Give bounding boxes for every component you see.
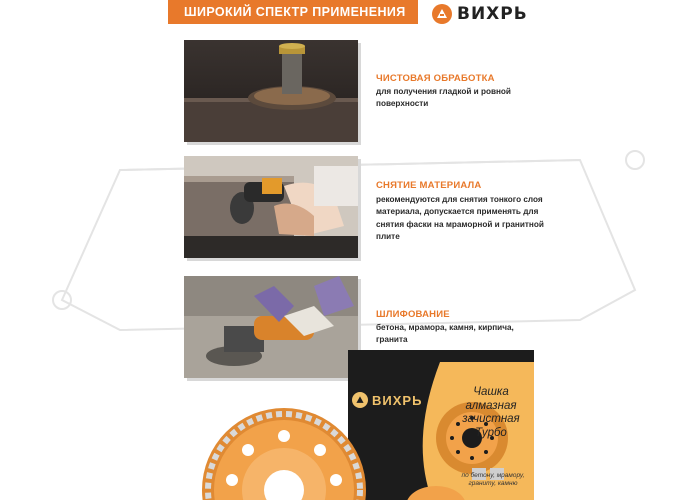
photo-material-removal <box>184 156 358 258</box>
feature-desc-removal: рекомендуются для снятия тонкого слоя материала, допускается применять для снятия фаски на мраморной и гранитной плите <box>376 195 544 242</box>
box-brand-logo <box>352 392 422 408</box>
box-brand-mark-icon <box>352 392 368 408</box>
product-name: Чашка алмазная зачистная Турбо <box>462 386 520 439</box>
photo-grinding <box>184 276 358 378</box>
feature-title-removal: СНЯТИЕ МАТЕРИАЛА <box>376 180 482 191</box>
header-title: ШИРОКИЙ СПЕКТР ПРИМЕНЕНИЯ <box>184 5 406 19</box>
product-usage-text: по бетону, мрамору, граниту, камню <box>461 472 525 487</box>
angle-grinder-on-granite-photo <box>184 156 358 258</box>
feature-desc-grinding: бетона, мрамора, камня, кирпича, гранита <box>376 323 514 345</box>
feature-title-grinding: ШЛИФОВАНИЕ <box>376 309 450 320</box>
box-brand-name: ВИХРЬ <box>372 392 423 408</box>
brand-name: ВИХРЬ <box>457 4 528 24</box>
feature-title-finishing: ЧИСТОВАЯ ОБРАБОТКА <box>376 73 495 84</box>
photo-finishing <box>184 40 358 142</box>
brand-logo <box>432 3 528 25</box>
brand-mark-icon <box>432 4 452 24</box>
feature-desc-finishing: для получения гладкой и ровной поверхности <box>376 87 511 109</box>
cup-wheel-on-stone-photo <box>184 40 358 142</box>
grinding-concrete-photo <box>184 276 358 378</box>
